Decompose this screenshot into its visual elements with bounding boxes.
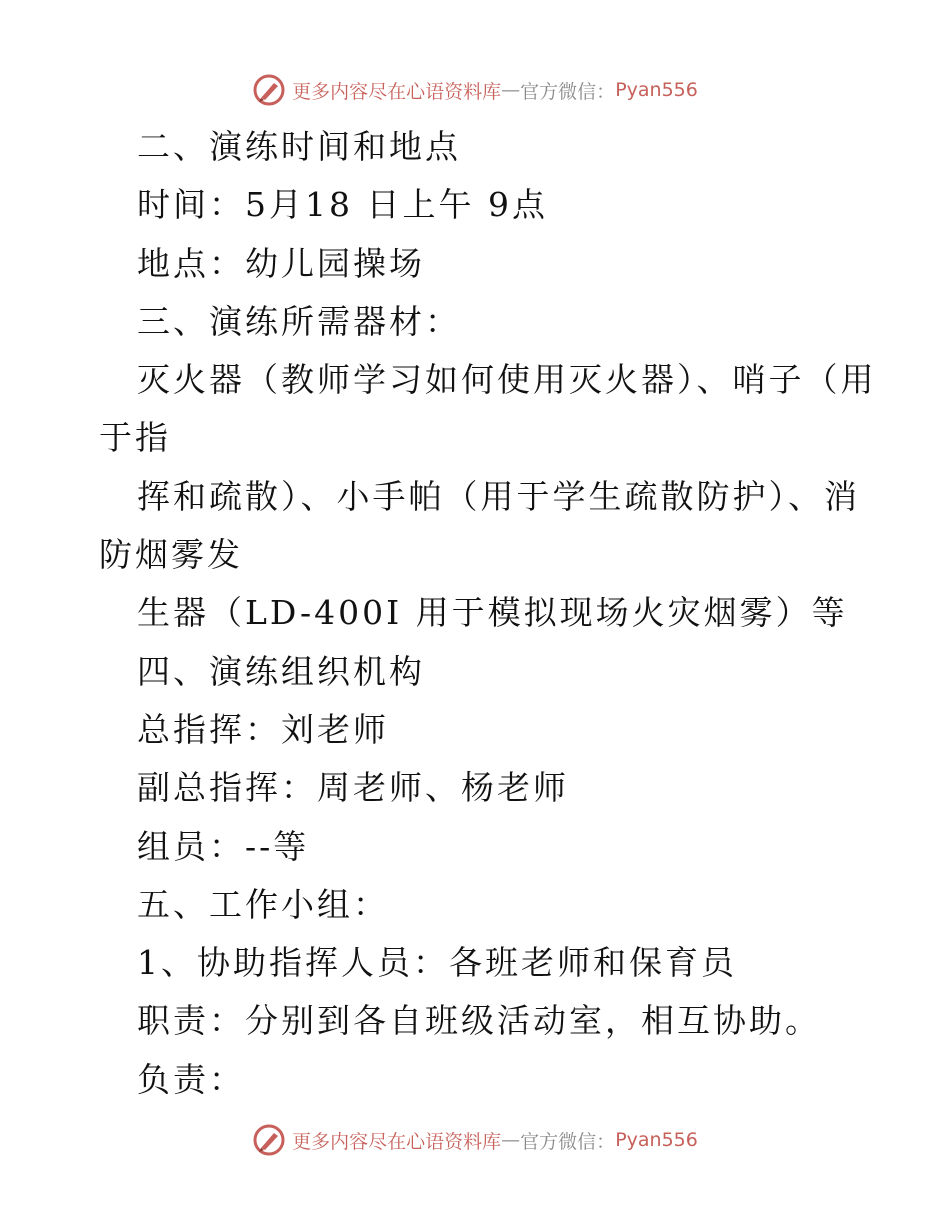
text-line: 副总指挥：周老师、杨老师	[137, 768, 569, 808]
text-line: 1、协助指挥人员：各班老师和保育员	[137, 943, 737, 983]
watermark-dash: —	[501, 79, 521, 101]
text-line: 总指挥：刘老师	[137, 709, 389, 749]
pen-logo-icon	[252, 1123, 286, 1157]
text-line: 灭火器（教师学习如何使用灭火器）、哨子（用	[137, 360, 877, 400]
text-line: 防烟雾发	[99, 535, 243, 575]
pen-logo-icon	[252, 73, 286, 107]
watermark-suffix-text: 官方微信：	[520, 1130, 616, 1153]
text-line: 时间：5月18 日上午 9点	[137, 185, 548, 225]
watermark-dash: —	[501, 1129, 521, 1151]
watermark-wechat-id: Pyan556	[615, 1129, 698, 1151]
document-body	[0, 118, 950, 1109]
footer-watermark	[0, 1120, 950, 1160]
header-watermark	[0, 70, 950, 110]
text-line: 负责：	[137, 1059, 245, 1099]
watermark-main-text: 更多内容尽在心语资料库	[292, 80, 502, 103]
text-line: 组员：--等	[137, 826, 310, 866]
text-line: 四、演练组织机构	[137, 651, 425, 691]
watermark-main-text: 更多内容尽在心语资料库	[292, 1130, 502, 1153]
text-line: 地点：幼儿园操场	[137, 243, 425, 283]
text-line: 二、演练时间和地点	[137, 127, 461, 166]
watermark-wechat-id: Pyan556	[615, 79, 698, 101]
text-line: 五、工作小组：	[137, 884, 389, 924]
text-line: 挥和疏散）、小手帕（用于学生疏散防护）、消	[137, 476, 860, 516]
watermark-suffix-text: 官方微信：	[520, 80, 616, 103]
text-line: 职责：分别到各自班级活动室，相互协助。	[137, 1001, 821, 1041]
text-line: 于指	[99, 418, 171, 458]
text-line: 生器（LD-400I 用于模拟现场火灾烟雾）等	[137, 593, 848, 633]
text-line: 三、演练所需器材：	[137, 301, 461, 341]
